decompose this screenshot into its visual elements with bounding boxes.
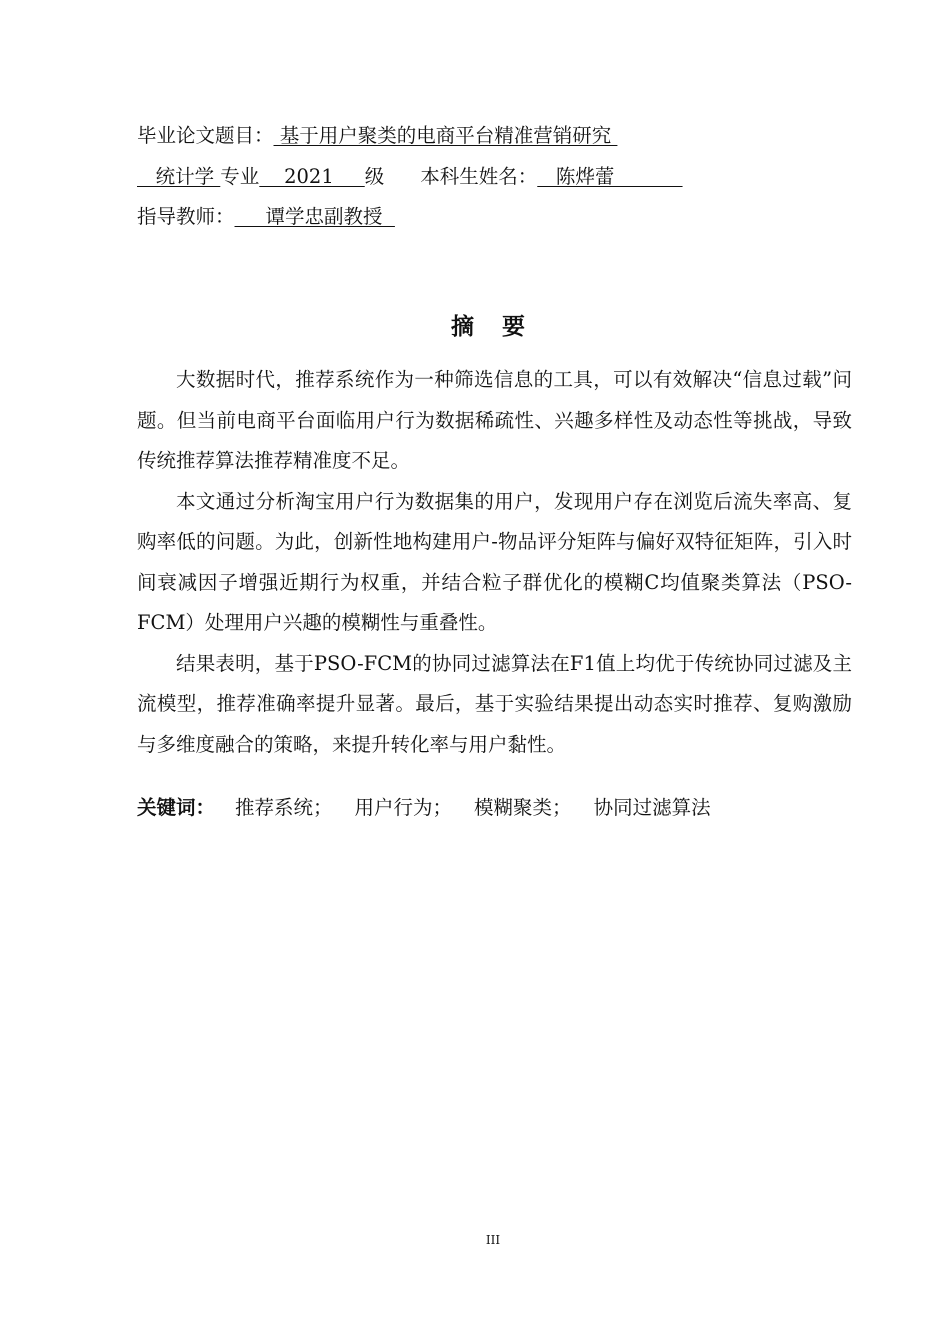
- student-name-value: 陈烨蕾: [537, 165, 683, 188]
- major-value: 统计学: [137, 165, 221, 188]
- advisor-line: [137, 205, 395, 229]
- grade-value: 2021: [259, 165, 365, 188]
- major-label: 专业: [220, 165, 260, 188]
- keyword-item: 协同过滤算法: [593, 796, 711, 819]
- thesis-title-label: 毕业论文题目：: [137, 124, 274, 147]
- advisor-value: 谭学忠副教授: [234, 205, 395, 228]
- page-number: III: [485, 1233, 501, 1247]
- abstract-body: [137, 360, 852, 765]
- keyword-item: 推荐系统；: [235, 796, 333, 819]
- keyword-item: 模糊聚类；: [474, 796, 572, 819]
- student-info-line: [137, 165, 683, 189]
- abstract-heading: 摘 要: [450, 314, 535, 340]
- abstract-paragraph: 结果表明，基于PSO-FCM的协同过滤算法在F1值上均优于传统协同过滤及主流模型，推荐准确率提升显著。最后，基于实验结果提出动态实时推荐、复购激励与多维度融合的策略，来提升转化率与用户黏性。: [137, 651, 852, 756]
- keywords-line: [137, 794, 711, 822]
- abstract-paragraph: 本文通过分析淘宝用户行为数据集的用户，发现用户存在浏览后流失率高、复购率低的问题。为此，创新性地构建用户-物品评分矩阵与偏好双特征矩阵，引入时间衰减因子增强近期行为权重，并结合粒子群优化的模糊C均值聚类算法（PSO-FCM）处理用户兴趣的模糊性与重叠性。: [137, 489, 852, 634]
- thesis-title-line: [137, 124, 617, 148]
- keywords-label: 关键词：: [137, 796, 216, 819]
- keyword-item: 用户行为；: [354, 796, 453, 819]
- abstract-paragraph: 大数据时代，推荐系统作为一种筛选信息的工具，可以有效解决“信息过载”问题。但当前电商平台面临用户行为数据稀疏性、兴趣多样性及动态性等挑战，导致传统推荐算法推荐精准度不足。: [137, 368, 852, 472]
- thesis-title-value: 基于用户聚类的电商平台精准营销研究: [273, 124, 618, 147]
- advisor-label: 指导教师：: [137, 205, 235, 228]
- grade-label: 级: [364, 165, 385, 188]
- student-name-label: 本科生姓名：: [420, 165, 538, 188]
